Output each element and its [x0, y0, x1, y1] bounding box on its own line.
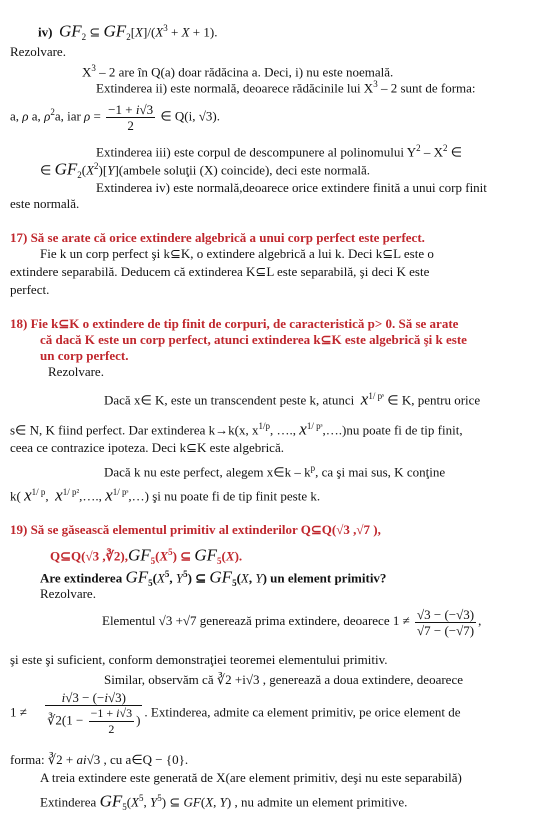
solution-heading: Rezolvare.	[40, 586, 96, 601]
text-line: Dacă x∈ K, este un transcendent peste k, atunci $x^{1/ pˢ}$ ∈ K, pentru orice	[104, 389, 481, 409]
question-line: Are extinderea $GF_5(X^5$, $Y^5$) ⊆ $GF_5(X$, Y) un element primitiv?	[40, 567, 387, 588]
problem-19-heading-cont: Q⊆Q(√3 $,∛2),GF_5(X^5)$ ⊆ $GF_5(X)$.	[50, 545, 243, 566]
text-line: Similar, observăm că ∛2 +i√3 , generează a doua extindere, deoarece	[104, 672, 463, 687]
text-line: forma: ∛2 + ai√3 , cu a∈Q − {0}.	[10, 752, 189, 767]
text-line: Dacă k nu este perfect, alegem x∈k – $k^p$, ca şi mai sus, K conţine	[104, 463, 446, 480]
formula-line: 1 ≠ i√3 − (−i√3) ∛2(1 − $\frac{-1 + i√3}{2}$ ) . Extinderea, admite ca element primitiv, pe orice element de	[10, 690, 461, 736]
text-line: A treia extindere este generată de X(are element primitiv, deşi nu este separabilă)	[40, 770, 462, 785]
formula-line: Elementul √3 +√7 generează prima extindere, deoarece 1 ≠ $\frac{√3 - (-√3)}{√7 - (-√7)}$ ,	[102, 606, 482, 638]
text-line: şi este şi suficient, conform demonstraţiei teoremei elementului primitiv.	[10, 652, 388, 667]
text-line: s∈ N, K fiind perfect. Dar extinderea k→k(x, $x^{1/p}$, …., $x^{1/ pˢ},\dots.)nu$ poate fi de tip finit,	[10, 419, 463, 439]
text-line: Extinderea $GF_5(X^5$, $Y^5$) ⊆ GF(X, Y) , nu admite un element primitive.	[40, 791, 408, 812]
text-line: extindere separabilă. Deducem că extinderea K⊆L este separabilă, şi deci K este	[10, 264, 430, 279]
problem-18-heading-cont: un corp perfect.	[40, 348, 129, 363]
solution-heading: Rezolvare.	[48, 364, 104, 379]
text-line: perfect.	[10, 282, 50, 297]
text-line: k( $x^{1/ p}$, $x^{1/ p^2},\dots$., $x^{1/ pˢ},\dots$) şi nu poate fi de tip finit peste k.	[10, 485, 321, 505]
text-line: ∈ $GF_2(X^2)[Y](ambele$ soluţii (X) coincide), deci este normală.	[40, 159, 371, 180]
text-line: este normală.	[10, 196, 80, 211]
problem-17-heading: 17) Să se arate că orice extindere algebrică a unui corp perfect este perfect.	[10, 230, 425, 245]
problem-18-heading-cont: că dacă K este un corp perfect, atunci extinderea k⊆K este algebrică şi k este	[40, 332, 467, 347]
formula-line: a, ρ a, $\rho^2a$, iar ρ = $\frac{-1 + i√3}{2}$ ∈ Q(i, √3).	[10, 101, 220, 133]
solution-heading: Rezolvare.	[10, 44, 66, 59]
text-line: Fie k un corp perfect şi k⊆K, o extindere algebrică a lui k. Deci k⊆L este o	[40, 246, 434, 261]
text-line: Extinderea iv) este normală,deoarece orice extindere finită a unui corp finit	[96, 180, 487, 195]
text-line: ceea ce contrazice ipoteza. Deci k⊆K este algebrică.	[10, 440, 284, 455]
problem-18-heading: 18) Fie k⊆K o extindere de tip finit de corpuri, de caracteristică p> 0. Să se arate	[10, 316, 459, 331]
text-line: $X^3 - 2$ are în Q(a) doar rădăcina a. Deci, i) nu este noemală.	[82, 63, 394, 80]
item-iv: iv) $GF_2$ ⊆ $GF_2[X]/(X^3 + X + 1)$.	[38, 21, 218, 42]
text-line: Extinderea ii) este normală, deoarece rădăcinile lui $X^3 - 2$ sunt de forma:	[96, 79, 476, 96]
problem-19-heading: 19) Să se găsească elementul primitiv al extinderilor Q⊆Q(√3 ,√7 ),	[10, 522, 381, 537]
text-line: Extinderea iii) este corpul de descompunere al polinomului $Y^2 - X^2$ ∈	[96, 143, 463, 160]
